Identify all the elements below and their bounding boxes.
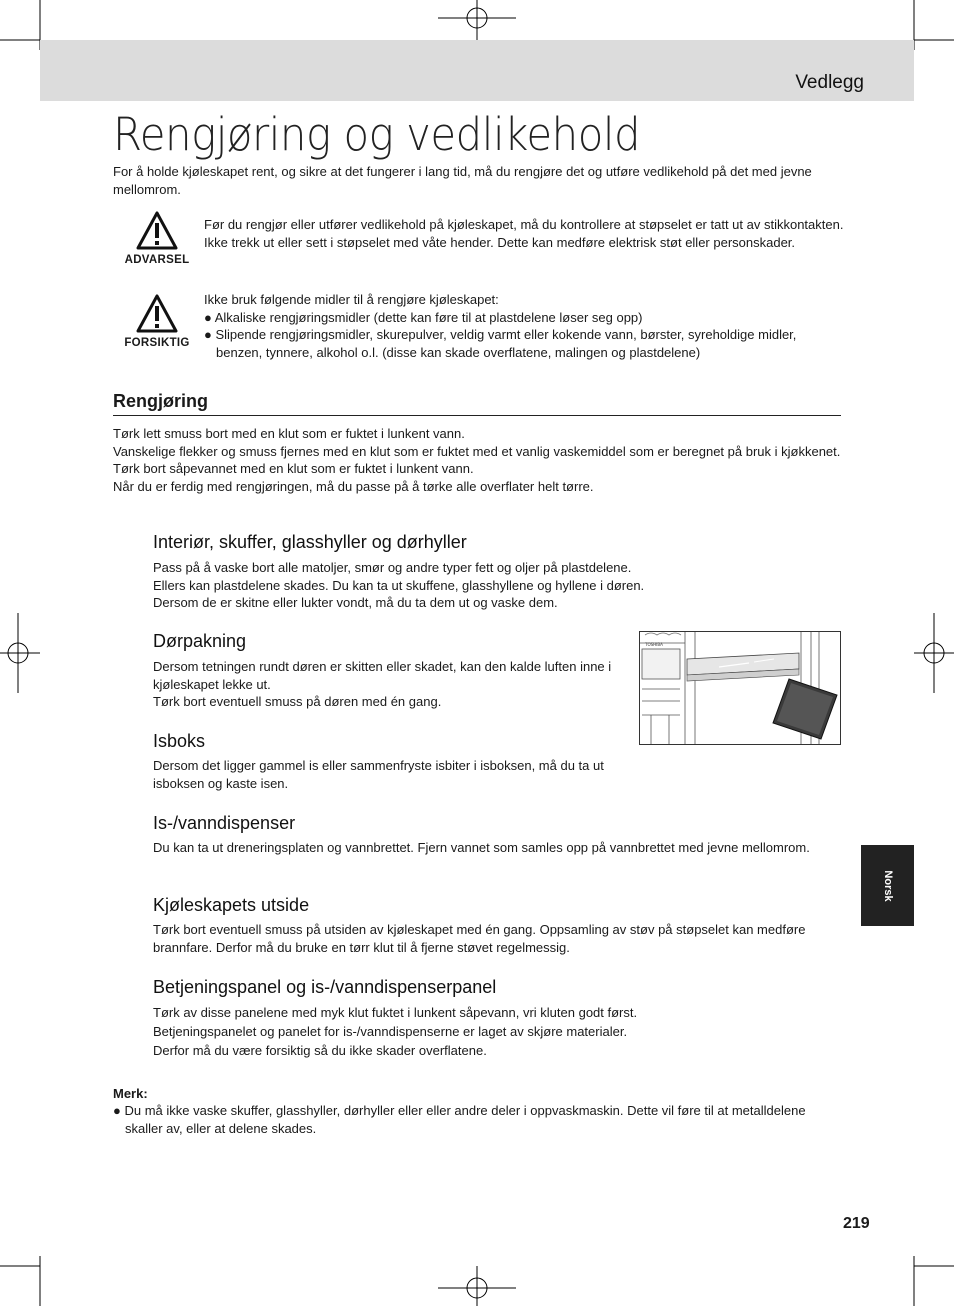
cleaning-line: Tørk bort såpevannet med en klut som er fuktet i lunkent vann. <box>113 461 474 476</box>
section-line: Pass på å vaske bort alle matoljer, smør og andre typer fett og oljer på plastdelene. <box>153 560 632 575</box>
section-label: Vedlegg <box>795 72 864 93</box>
section-text-control-panel <box>153 1003 818 1060</box>
section-text-exterior <box>153 921 818 956</box>
section-text-door-gasket <box>153 658 623 711</box>
caution-list <box>204 309 844 362</box>
cleaning-text <box>113 425 841 495</box>
section-line: Dersom de er skitne eller lukter vondt, må du ta dem ut og vaske dem. <box>153 595 558 610</box>
caution-intro: Ikke bruk følgende midler til å rengjøre kjøleskapet: <box>204 292 499 307</box>
caution-triangle-icon <box>136 294 178 334</box>
page-number: 219 <box>843 1215 870 1232</box>
caution-block-icon <box>117 294 197 349</box>
note-item: ● Du må ikke vaske skuffer, glasshyller, dørhyller eller eller andre deler i oppvaskmaskin. Dette vil føre til at metalldelene skaller av, eller at delene skades. <box>113 1103 806 1136</box>
section-line: Betjeningspanelet og panelet for is-/vanndispenserne er laget av skjøre materialer. <box>153 1024 628 1039</box>
section-text-ice-box <box>153 757 623 792</box>
section-line: Dersom tetningen rundt døren er skitten eller skadet, kan den kalde luften inne i kjøleskapet lekke ut. <box>153 659 612 692</box>
warning-triangle-icon <box>136 211 178 251</box>
warning-block-icon <box>117 211 197 266</box>
section-text-interior <box>153 559 818 612</box>
caution-item: ● Alkaliske rengjøringsmidler (dette kan føre til at plastdelene løser seg opp) <box>204 309 643 325</box>
door-gasket-wiping-illustration <box>639 631 841 745</box>
section-line: Tørk bort eventuell smuss på utsiden av kjøleskapet med én gang. Oppsamling av støv på støpselet kan medføre brannfare. Derfor må du bruke en tørr klut til å fjerne støvet regelmessig. <box>153 922 806 955</box>
section-heading-ice-box: Isboks <box>153 731 206 751</box>
warning-text: Før du rengjør eller utfører vedlikehold på kjøleskapet, må du kontrollere at støpselet er tatt ut av stikkontakten. Ikke trekk ut eller sett i støpselet med våte hender. Dette kan medføre elektrisk støt eller personskader. <box>204 217 844 250</box>
cleaning-line: Vanskelige flekker og smuss fjernes med en klut som er fuktet med et vanlig vaskemiddel som er beregnet på bruk i kjøkkenet. <box>113 443 841 459</box>
svg-text:TOSHIBA: TOSHIBA <box>645 642 663 647</box>
section-line: Tørk bort eventuell smuss på døren med én gang. <box>153 694 442 709</box>
note-heading: Merk: <box>113 1086 148 1101</box>
caution-label: FORSIKTIG <box>124 337 190 349</box>
section-heading-control-panel: Betjeningspanel og is-/vanndispenserpanel <box>153 977 497 997</box>
section-line: Tørk av disse panelene med myk klut fuktet i lunkent såpevann, vri kluten godt først. <box>153 1005 638 1020</box>
cleaning-line: Tørk lett smuss bort med en klut som er fuktet i lunkent vann. <box>113 426 465 441</box>
page-title: Rengjøring og vedlikehold <box>113 108 641 161</box>
section-line: Du kan ta ut dreneringsplaten og vannbrettet. Fjern vannet som samles opp på vannbrettet med jevne mellomrom. <box>153 840 810 855</box>
intro-text: For å holde kjøleskapet rent, og sikre at det fungerer i lang tid, må du rengjøre det og utføre vedlikehold på det med jevne mellomrom. <box>113 164 812 197</box>
section-heading-dispenser: Is-/vanndispenser <box>153 813 296 833</box>
caution-text <box>204 291 844 361</box>
section-line: Dersom det ligger gammel is eller sammenfrystе isbiter i isboksen, må du ta ut isboksen og kaste isen. <box>153 758 604 791</box>
section-heading-door-gasket: Dørpakning <box>153 631 247 651</box>
section-heading-exterior: Kjøleskapets utside <box>153 895 310 915</box>
cleaning-heading: Rengjøring <box>113 391 841 416</box>
language-tab <box>861 845 914 926</box>
note-text <box>113 1102 813 1137</box>
section-heading-interior: Interiør, skuffer, glasshyller og dørhyller <box>153 532 467 552</box>
caution-item: ● Slipende rengjøringsmidler, skurepulver, veldig varmt eller kokende vann, børster, syreholdige midler, benzen, tynnere, alkohol o.l. (disse kan skade overflatene, malingen og plastdelene) <box>204 327 797 360</box>
section-text-dispenser <box>153 839 818 857</box>
section-line: Ellers kan plastdelene skades. Du kan ta ut skuffene, glasshyllene og hyllene i døren. <box>153 577 645 593</box>
section-line: Derfor må du være forsiktig så du ikke skader overflatene. <box>153 1043 487 1058</box>
warning-label: ADVARSEL <box>124 254 190 266</box>
cleaning-line: Når du er ferdig med rengjøringen, må du passe på å tørke alle overflater helt tørre. <box>113 478 594 494</box>
language-tab-label: Norsk <box>881 869 894 902</box>
note-list <box>113 1102 813 1137</box>
header-band <box>40 40 914 101</box>
